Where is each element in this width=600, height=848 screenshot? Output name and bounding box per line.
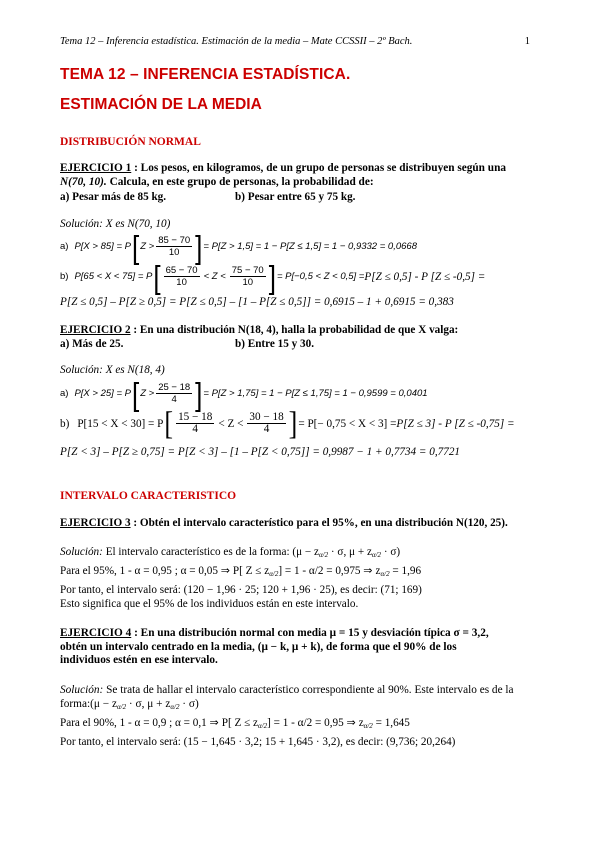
- solution-text: Para el 90%, 1 - α = 0,9 ; α = 0,1 ⇒ P[ Z ≤ z: [60, 717, 259, 729]
- formula-part: = P[Z > 1,75] = 1 − P[Z ≤ 1,75] = 1 − 0,9599 = 0,0401: [203, 388, 428, 399]
- exercise-4-text2: obtén un intervalo centrado en la media, (μ − k, μ + k), de forma que el 90% de los: [60, 640, 457, 653]
- solution-label: Solución:: [60, 364, 103, 376]
- exercise-3-statement: [60, 517, 508, 529]
- exercise-3-label: EJERCICIO 3: [60, 517, 131, 529]
- fraction: $\frac{65 - 70}{10}$: [165, 265, 198, 288]
- title-main: TEMA 12 – INFERENCIA ESTADÍSTICA.: [60, 66, 351, 83]
- formula-part: = P[−0,5 < Z < 0,5] =: [276, 271, 365, 282]
- exercise-2-text: : En una distribución N(18, 4), halla la probabilidad de que X valga:: [130, 324, 459, 336]
- fraction: $\frac{15 - 18}{4}$: [178, 411, 213, 435]
- subscript: α/2: [116, 702, 127, 711]
- exercise-1-formula-b: b) P[65 < X < 75] = P [ $\frac{65 - 70}{10}$ < Z < $\frac{75 - 70}{10}$ ] = P[−0,5 < Z < 0,5] = P[Z ≤ 0,5] - P [Z ≤ -0,5] =: [60, 257, 486, 296]
- formula-part: P[Z ≤ 0,5] - P [Z ≤ -0,5] =: [364, 270, 486, 283]
- exercise-2-formula-b: b) P[15 < X < 30] = P [ $\frac{15 - 18}{4}$ < Z < $\frac{30 - 18}{4}$ ] = P[− 0,75 < X < 3] = P[Z ≤ 3] - P [Z ≤ -0,75] =: [60, 404, 515, 441]
- item-a: a): [60, 241, 69, 252]
- title-sub: ESTIMACIÓN DE LA MEDIA: [60, 96, 262, 113]
- exercise-4-statement: [60, 627, 550, 668]
- solution-label: Solución:: [60, 684, 104, 696]
- exercise-3-solution-line4: Esto significa que el 95% de los individuos están en este intervalo.: [60, 598, 359, 610]
- page-header: [60, 36, 540, 47]
- exercise-4-text3: individuos estén en ese intervalo.: [60, 654, 218, 666]
- exercise-3-solution-line3: Por tanto, el intervalo será: (120 − 1,96 · 25; 120 + 1,96 · 25), es decir: (71; 169): [60, 584, 422, 596]
- exercise-2-formula-b-line2: P[Z < 3] – P[Z ≥ 0,75] = P[Z < 3] – [1 – P[Z < 0,75]] = 0,9987 − 1 + 0,7734 = 0,7721: [60, 446, 461, 458]
- exercise-3-text: : Obtén el intervalo característico para el 95%, en una distribución N(120, 25).: [130, 517, 508, 529]
- subscript: α/2: [258, 722, 268, 730]
- exercise-1-label: EJERCICIO 1: [60, 162, 132, 174]
- formula-part: P[X > 85] = P: [74, 241, 131, 252]
- section-interval: INTERVALO CARACTERISTICO: [60, 490, 237, 502]
- formula-part: P[65 < X < 75] = P: [74, 271, 153, 282]
- subscript: α/2: [170, 702, 180, 711]
- exercise-1-text: : Los pesos, en kilogramos, de un grupo de personas se distribuyen según una: [131, 162, 506, 174]
- exercise-4-solution-line2: [60, 716, 410, 730]
- exercise-1-formula-a: a) P[X > 85] = P [ Z > $\frac{85 - 70}{10}$ ] = P[Z > 1,5] = 1 − P[Z ≤ 1,5] = 1 − 0,9332 = 0,0668: [60, 227, 417, 266]
- solution-text: X es N(70, 10): [102, 218, 171, 230]
- solution-text: Para el 95%, 1 - α = 0,95 ; α = 0,05 ⇒ P[ Z ≤ z: [60, 565, 270, 577]
- solution-text: · σ): [179, 697, 199, 710]
- exercise-2-part-a: a) Más de 25.: [60, 338, 124, 350]
- fraction: $\frac{25 - 18}{4}$: [158, 382, 191, 405]
- solution-text: ] = 1 - α/2 = 0,975 ⇒ z: [278, 565, 381, 577]
- subscript: α/2: [318, 551, 329, 559]
- exercise-4-label: EJERCICIO 4: [60, 627, 132, 639]
- fraction: $\frac{75 - 70}{10}$: [231, 265, 264, 288]
- exercise-1-formula-b-line2: P[Z ≤ 0,5] – P[Z ≥ 0,5] = P[Z ≤ 0,5] – [1 – P[Z ≤ 0,5]] = 0,6915 – 1 + 0,6915 = 0,383: [60, 296, 454, 308]
- solution-text: · σ, μ + z: [328, 546, 372, 558]
- item-b: b): [60, 271, 69, 282]
- solution-text: Se trata de hallar el intervalo característico correspondiente al 90%. Este intervalo es de la: [103, 684, 514, 696]
- solution-text: · σ, μ + z: [126, 697, 171, 710]
- exercise-3-solution-line2: [60, 564, 421, 578]
- exercise-2-solution-intro: [60, 364, 165, 376]
- solution-label: Solución:: [60, 546, 103, 558]
- formula-part: P[15 < X < 30] = P: [77, 417, 164, 430]
- exercise-4-solution-line3: Por tanto, el intervalo será: (15 − 1,645 · 3,2; 15 + 1,645 · 3,2), es decir: (9,736; 20,264): [60, 736, 456, 748]
- exercise-2-formula-a: a) P[X > 25] = P [ Z > $\frac{25 - 18}{4}$ ] = P[Z > 1,75] = 1 − P[Z ≤ 1,75] = 1 − 0,9599 = 0,0401: [60, 374, 428, 413]
- exercise-1-text2: Calcula, en este grupo de personas, la probabilidad de:: [106, 175, 374, 188]
- formula-part: = P[− 0,75 < X < 3] =: [298, 417, 397, 430]
- fraction: $\frac{30 - 18}{4}$: [249, 411, 284, 435]
- exercise-1-part-b: b) Pesar entre 65 y 75 kg.: [235, 191, 356, 203]
- item-b: b): [60, 417, 70, 430]
- exercise-2-label: EJERCICIO 2: [60, 324, 131, 336]
- solution-text: El intervalo característico es de la forma: (μ − z: [102, 546, 319, 558]
- subscript: α/2: [363, 722, 373, 730]
- exercise-2-part-b: b) Entre 15 y 30.: [235, 338, 315, 350]
- formula-part: = P[Z > 1,5] = 1 − P[Z ≤ 1,5] = 1 − 0,9332 = 0,0668: [203, 241, 417, 252]
- exercise-1-dist: N(70, 10).: [60, 175, 107, 188]
- exercise-1-statement: [60, 162, 550, 189]
- formula-part: Z >: [140, 388, 155, 399]
- solution-text: forma:(μ − z: [60, 697, 117, 710]
- exercise-3-solution-line1: [60, 546, 400, 559]
- formula-part: Z >: [140, 241, 155, 252]
- subscript: α/2: [380, 570, 390, 578]
- solution-label: Solución:: [60, 218, 103, 230]
- exercise-1-part-a: a) Pesar más de 85 kg.: [60, 191, 167, 203]
- exercise-4-solution-intro: [60, 684, 550, 714]
- solution-text: · σ): [381, 546, 401, 558]
- fraction: $\frac{85 - 70}{10}$: [158, 235, 191, 258]
- exercise-1-solution-intro: [60, 218, 170, 230]
- item-a: a): [60, 388, 69, 399]
- subscript: α/2: [371, 551, 382, 559]
- formula-part: P[X > 25] = P: [74, 388, 131, 399]
- exercise-2-statement: [60, 324, 458, 336]
- solution-text: ] = 1 - α/2 = 0,95 ⇒ z: [267, 717, 364, 729]
- solution-text: X es N(18, 4): [102, 364, 165, 376]
- formula-part: P[Z ≤ 3] - P [Z ≤ -0,75] =: [396, 417, 515, 430]
- header-text: Tema 12 – Inferencia estadística. Estimación de la media – Mate CCSSII – 2º Bach.: [60, 36, 413, 47]
- formula-part: < Z <: [203, 271, 226, 282]
- page-number: 1: [524, 36, 530, 47]
- solution-text: = 1,96: [389, 565, 422, 577]
- exercise-4-text: : En una distribución normal con media μ = 15 y desviación típica σ = 3,2,: [131, 627, 489, 639]
- formula-part: < Z <: [218, 417, 244, 430]
- section-normal: DISTRIBUCIÓN NORMAL: [60, 136, 201, 148]
- solution-text: = 1,645: [372, 717, 410, 729]
- subscript: α/2: [269, 570, 279, 578]
